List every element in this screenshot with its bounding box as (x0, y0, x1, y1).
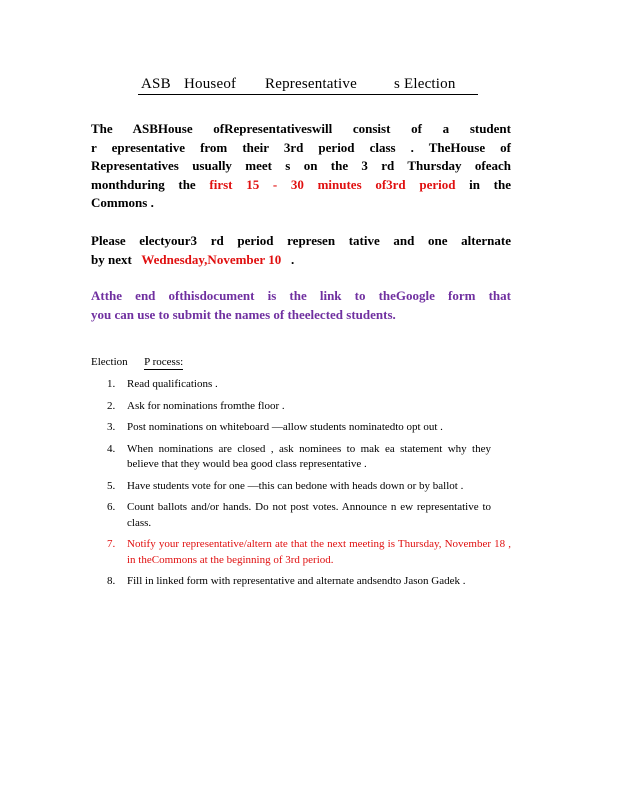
step-number: 7. (107, 538, 116, 550)
paragraph1-line2: r epresentative from their 3rd period class . TheHouse of (91, 139, 511, 155)
process-heading-word-2: P rocess: (144, 356, 184, 368)
step-number: 8. (107, 575, 116, 587)
list-item (105, 420, 511, 436)
meeting-time-highlight: first 15 - 30 minutes of3rd period (209, 176, 456, 192)
step-text: Fill in linked form with representative and alternate andsendto Jason Gadek . (127, 575, 466, 587)
paragraph1-line3: Representatives usually meet s on the 3 rd Thursday ofeach (91, 158, 511, 173)
paragraph1-line1: The ASBHouse ofRepresentativeswill consist of a student (91, 121, 511, 136)
paragraph1-line5: Commons . (91, 195, 154, 210)
title-word-4: s Election (394, 76, 456, 92)
list-item (105, 500, 511, 531)
paragraph3-line1: Atthe end ofthisdocument is the link to theGoogle form that (91, 288, 511, 303)
list-item (105, 377, 511, 393)
election-process-heading (91, 356, 183, 368)
paragraph1-line4-start: monthduring the (91, 176, 196, 192)
paragraph-google-form-note (91, 287, 511, 324)
paragraph2-line2 (91, 251, 511, 270)
paragraph2-deadline-prefix: by next (91, 251, 132, 267)
title-word-3: Representative (265, 76, 357, 92)
election-steps-list (105, 377, 511, 596)
step-number: 4. (107, 442, 116, 455)
paragraph2-line1: Please electyour3 rd period represen tative and one alternate (91, 233, 511, 248)
list-item (105, 479, 511, 495)
paragraph1-line4 (91, 176, 511, 195)
paragraph-elect-instructions (91, 232, 511, 269)
step-number: 5. (107, 479, 116, 492)
list-item (105, 399, 511, 415)
paragraph-house-description (91, 120, 511, 213)
step-text: Read qualifications . (127, 378, 218, 390)
paragraph2-deadline-end: . (290, 251, 295, 267)
list-item (105, 574, 511, 590)
step-number: 2. (107, 399, 116, 412)
process-heading-word-1: Election (91, 356, 128, 368)
step-number: 1. (107, 378, 116, 390)
paragraph1-line4-end: in the (469, 176, 511, 192)
deadline-highlight: Wednesday,November 10 (141, 251, 282, 267)
step-text: Have students vote for one —this can bedone with heads down or by ballot . (127, 479, 464, 492)
step-number: 6. (107, 501, 116, 513)
step-text: Ask for nominations fromthe floor . (127, 399, 285, 412)
list-item (105, 537, 511, 568)
list-item (105, 442, 511, 473)
title-word-2: Houseof (184, 76, 237, 92)
title-word-1: ASB (141, 76, 171, 92)
step-text: When nominations are closed , ask nominees to mak ea statement why they believe that they would bea good class representative . (127, 442, 491, 470)
step-text: Count ballots and/or hands. Do not post votes. Announce n ew representative to class. (127, 501, 491, 529)
step-text: Notify your representative/altern ate that the next meeting is Thursday, November 18 , in theCommons at the beginning of 3rd period. (127, 538, 511, 566)
document-title (138, 76, 478, 95)
paragraph3-line2: you can use to submit the names of theelected students. (91, 306, 396, 322)
step-text: Post nominations on whiteboard —allow students nominatedto opt out . (127, 421, 443, 433)
step-number: 3. (107, 421, 116, 433)
